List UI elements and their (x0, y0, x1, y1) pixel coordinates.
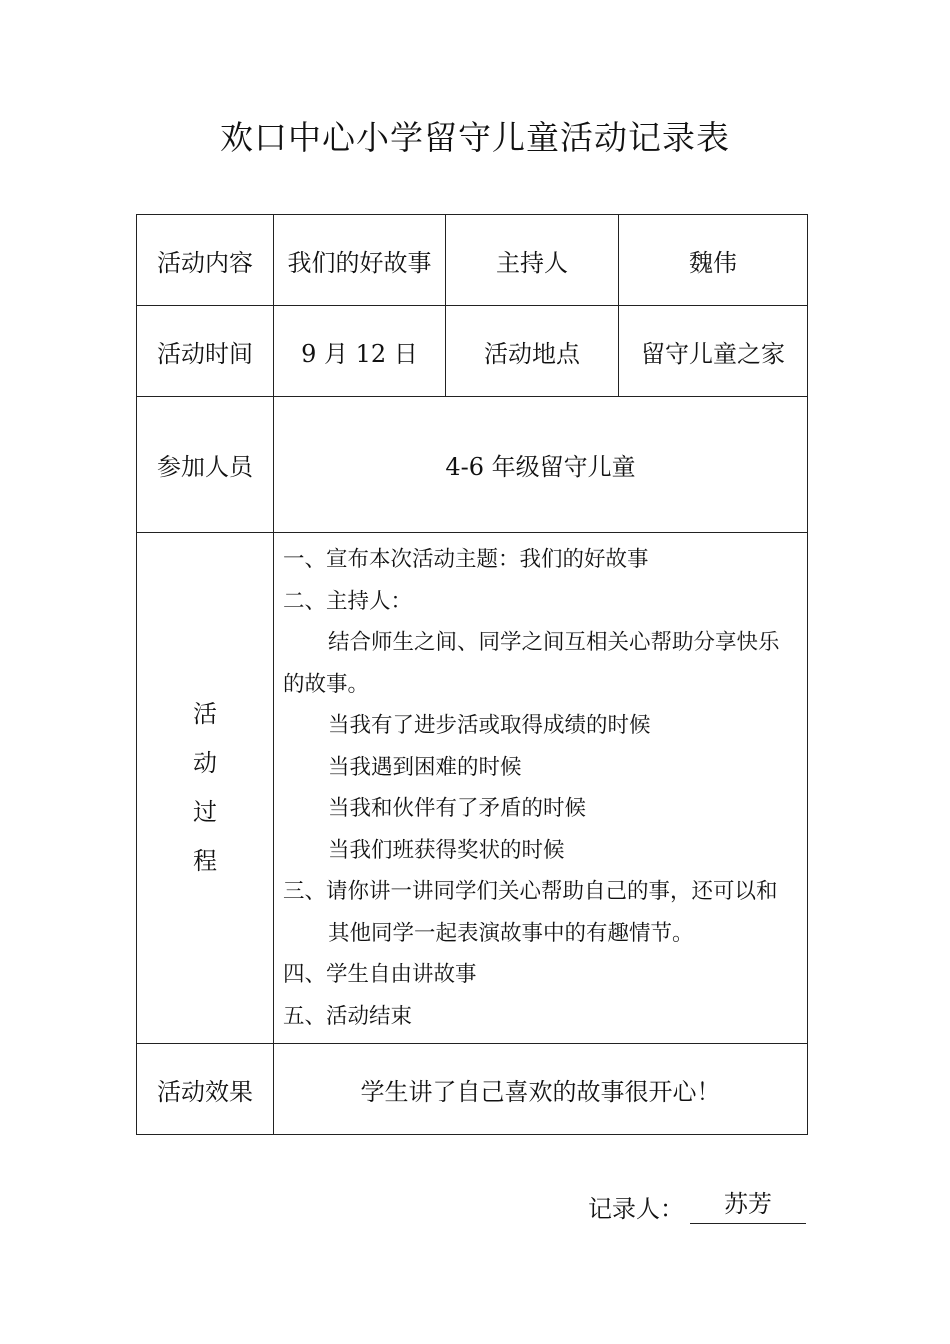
table-row-process (137, 533, 808, 1044)
recorder-name: 苏芳 (690, 1184, 806, 1224)
process-label-char: 过 (193, 798, 217, 826)
process-line: 二、主持人： (283, 588, 413, 614)
process-line: 当我有了进步活或取得成绩的时候 (328, 713, 651, 738)
value-activity-process (274, 533, 808, 1044)
value-activity-effect: 学生讲了自己喜欢的故事很开心！ (274, 1044, 808, 1135)
process-label-char: 动 (193, 748, 217, 777)
label-participants: 参加人员 (137, 397, 274, 533)
process-line: 四、学生自由讲故事 (283, 962, 477, 987)
process-line: 五、活动结束 (283, 1003, 413, 1029)
process-line: 当我和伙伴有了矛盾的时候 (328, 796, 587, 821)
activity-record-table (136, 214, 808, 1135)
value-host: 魏伟 (619, 215, 808, 306)
table-row-participants (137, 397, 808, 533)
process-line: 三、请你讲一讲同学们关心帮助自己的事，还可以和 (283, 879, 778, 904)
label-activity-process (137, 533, 274, 1044)
process-label-char: 程 (193, 847, 217, 876)
label-activity-content: 活动内容 (137, 215, 274, 306)
process-line: 结合师生之间、同学之间互相关心帮助分享快乐 (328, 630, 780, 655)
process-line: 当我们班获得奖状的时候 (328, 837, 565, 863)
table-row-time (137, 306, 808, 397)
label-activity-time: 活动时间 (137, 306, 274, 397)
value-activity-time: 9 月 12 日 (274, 306, 446, 397)
label-activity-effect: 活动效果 (137, 1044, 274, 1135)
process-label-char: 活 (193, 699, 217, 728)
process-line: 一、宣布本次活动主题：我们的好故事 (283, 547, 649, 572)
label-host: 主持人 (446, 215, 619, 306)
process-line: 当我遇到困难的时候 (328, 754, 522, 780)
value-activity-location: 留守儿童之家 (619, 306, 808, 397)
value-participants: 4-6 年级留守儿童 (274, 397, 808, 533)
process-line: 的故事。 (283, 671, 370, 697)
table-row-effect (137, 1044, 808, 1135)
document-title: 欢口中心小学留守儿童活动记录表 (220, 118, 730, 157)
recorder-label: 记录人： (588, 1195, 684, 1223)
table-row-content (137, 215, 808, 306)
process-line: 其他同学一起表演故事中的有趣情节。 (328, 920, 694, 946)
label-activity-location: 活动地点 (446, 306, 619, 397)
value-activity-content: 我们的好故事 (274, 215, 446, 306)
recorder-signature (588, 1184, 806, 1224)
